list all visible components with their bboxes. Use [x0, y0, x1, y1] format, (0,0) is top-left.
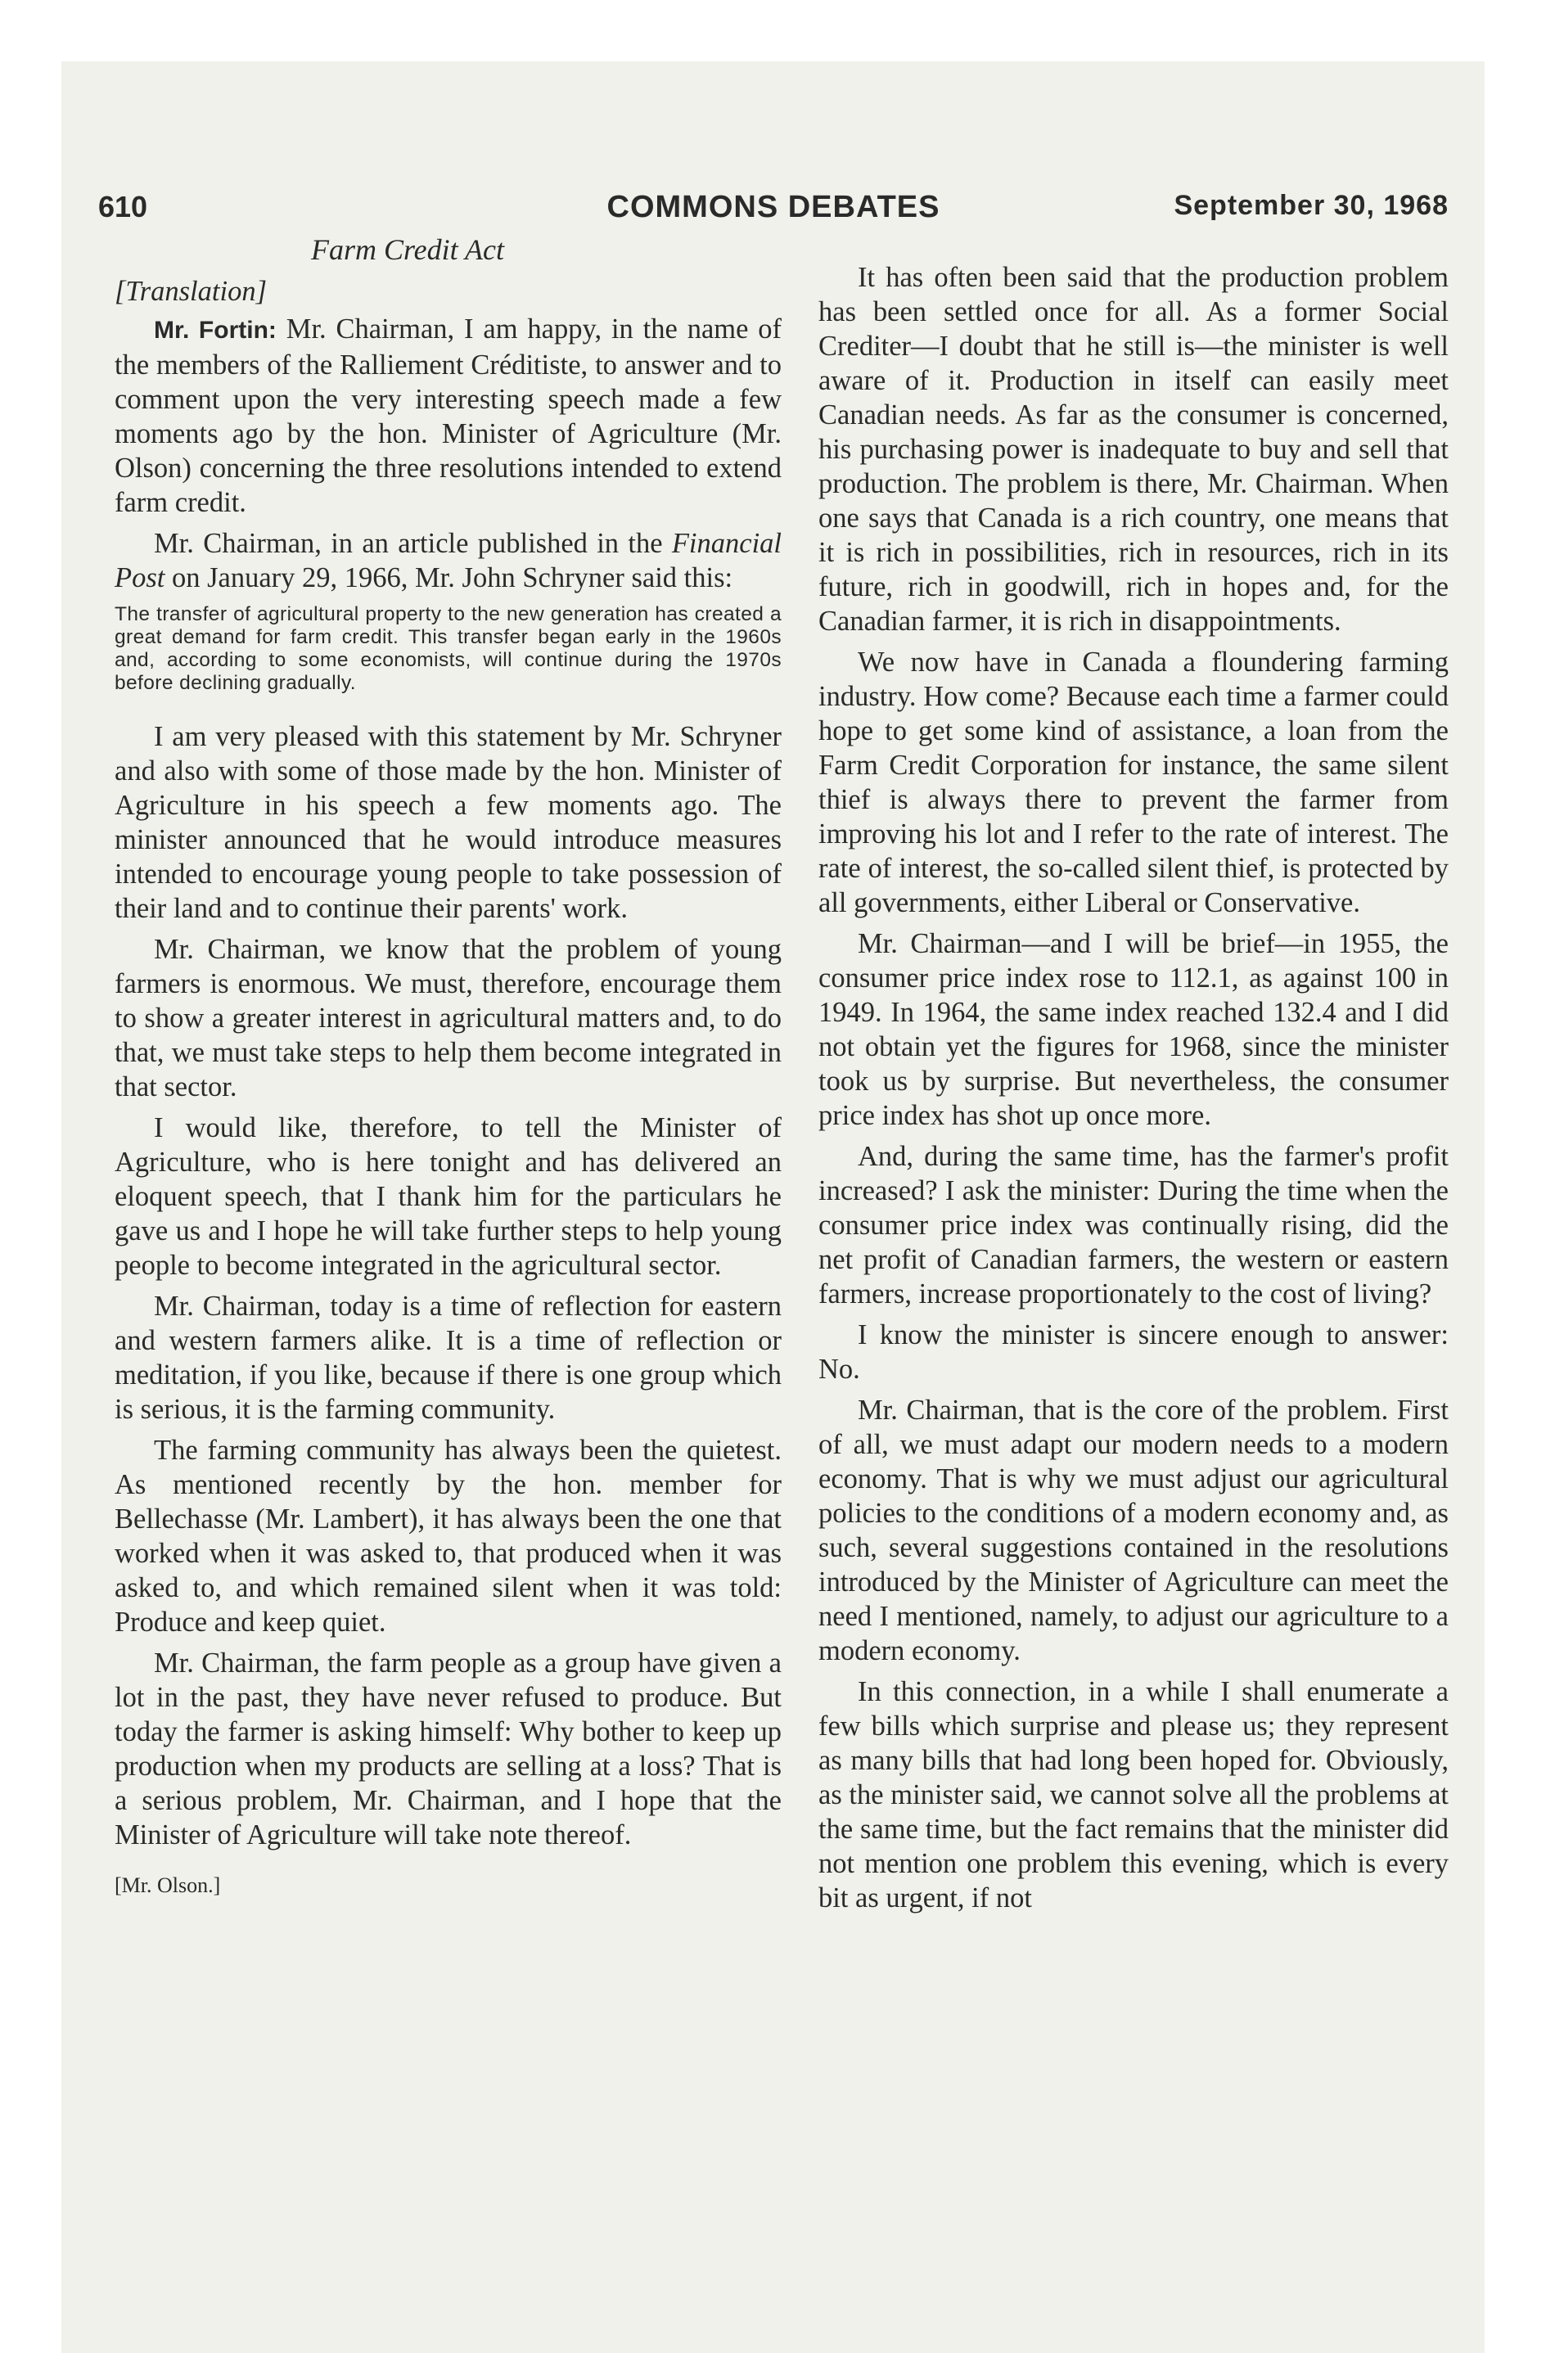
paragraph: We now have in Canada a floundering farming industry. How come? Because each time a farmer could hope to get some kind of assistance, a loan from the Farm Credit Corporation for instance, the same silent thief is always there to prevent the farmer from improving his lot and I refer to the rate of interest. The rate of interest, the so-called silent thief, is protected by all governments, either Liberal or Conservative. — [818, 647, 1449, 918]
paragraph-text: Mr. Chairman, in an article published in the — [154, 528, 663, 559]
paragraph: I am very pleased with this statement by Mr. Schryner and also with some of those made by the hon. Minister of Agriculture in his speech a few moments ago. The minister announced that he would introduce measures intended to encourage young people to take possession of their land and to continue their parents' work. — [115, 721, 782, 924]
paragraph — [115, 526, 782, 595]
paragraph: In this connection, in a while I shall enumerate a few bills which surprise and please us; they represent as many bills that had long been hoped for. Obviously, as the minister said, we cannot solve all the problems at the same time, but the fact remains that the minister did not mention one problem this evening, which is every bit as urgent, if not — [818, 1676, 1449, 1913]
paragraph-text: Mr. Chairman, I am happy, in the name of the members of the Ralliement Créditiste, to answer and to comment upon the very interesting speech made a few moments ago by the hon. Minister of Agriculture (Mr. Olson) concerning the three resolutions intended to extend farm credit. — [115, 313, 782, 518]
paragraph — [115, 312, 782, 520]
paragraph: The farming community has always been the quietest. As mentioned recently by the hon. member for Bellechasse (Mr. Lambert), it has always been the one that worked when it was asked to, that produced when it was asked to, and which remained silent when it was told: Produce and keep quiet. — [115, 1435, 782, 1638]
right-column — [818, 260, 1449, 1922]
footer-note: [Mr. Olson.] — [115, 1873, 221, 1897]
block-quote: The transfer of agricultural property to the new generation has created a great demand for farm credit. This transfer began early in the 1960s and, according to some economists, will continue during the 1970s before declining gradually. — [115, 603, 782, 694]
speaker-name: Mr. Fortin: — [154, 317, 277, 344]
page-header — [98, 190, 1449, 239]
paragraph: Mr. Chairman, that is the core of the problem. First of all, we must adapt our modern needs to a modern economy. That is why we must adjust our agricultural policies to the conditions of a modern economy and, as such, several suggestions contained in the resolutions introduced by the Minister of Agriculture can meet the need I mentioned, namely, to adjust our agriculture to a modern economy. — [818, 1395, 1449, 1666]
paragraph-text: on January 29, 1966, Mr. John Schryner said this: — [171, 562, 733, 593]
running-head: Farm Credit Act — [311, 233, 504, 266]
paragraph: And, during the same time, has the farmer's profit increased? I ask the minister: During the time when the consumer price index was continually rising, did the net profit of Canadian farmers, the western or eastern farmers, increase proportionately to the cost of living? — [818, 1141, 1449, 1309]
journal-title: COMMONS DEBATES — [606, 190, 940, 224]
publication-name: Financial Post — [115, 528, 782, 593]
paragraph: I know the minister is sincere enough to answer: No. — [818, 1319, 1449, 1385]
paragraph: Mr. Chairman, today is a time of reflection for eastern and western farmers alike. It is a time of reflection or meditation, if you like, because if there is one group which is serious, it is the farming community. — [115, 1291, 782, 1425]
paragraph: Mr. Chairman, we know that the problem of young farmers is enormous. We must, therefore, encourage them to show a greater interest in agricultural matters and, to do that, we must take steps to help them become integrated in that sector. — [115, 934, 782, 1102]
publication-date: September 30, 1968 — [1174, 190, 1449, 221]
paragraph: Mr. Chairman—and I will be brief—in 1955, the consumer price index rose to 112.1, as against 100 in 1949. In 1964, the same index reached 132.4 and I did not obtain yet the figures for 1968, since the minister took us by surprise. But nevertheless, the consumer price index has shot up once more. — [818, 928, 1449, 1131]
left-column — [115, 274, 782, 1903]
paragraph: Mr. Chairman, the farm people as a group have given a lot in the past, they have never refused to produce. But today the farmer is asking himself: Why bother to keep up production when my products are selling at a loss? That is a serious problem, Mr. Chairman, and I hope that the Minister of Agriculture will take note thereof. — [115, 1648, 782, 1850]
page-number: 610 — [98, 190, 148, 223]
translation-tag: [Translation] — [115, 276, 267, 307]
paragraph: It has often been said that the production problem has been settled once for all. As a former Social Crediter—I doubt that he still is—the minister is well aware of it. Production in itself can easily meet Canadian needs. As far as the consumer is concerned, his purchasing power is inadequate to buy and sell that production. The problem is there, Mr. Chairman. When one says that Canada is a rich country, one means that it is rich in possibilities, rich in resources, rich in its future, rich in goodwill, rich in hopes and, for the Canadian farmer, it is rich in disappointments. — [818, 262, 1449, 637]
paragraph: I would like, therefore, to tell the Minister of Agriculture, who is here tonight and has delivered an eloquent speech, that I thank him for the particulars he gave us and I hope he will take further steps to help young people to become integrated in the agricultural sector. — [115, 1112, 782, 1281]
